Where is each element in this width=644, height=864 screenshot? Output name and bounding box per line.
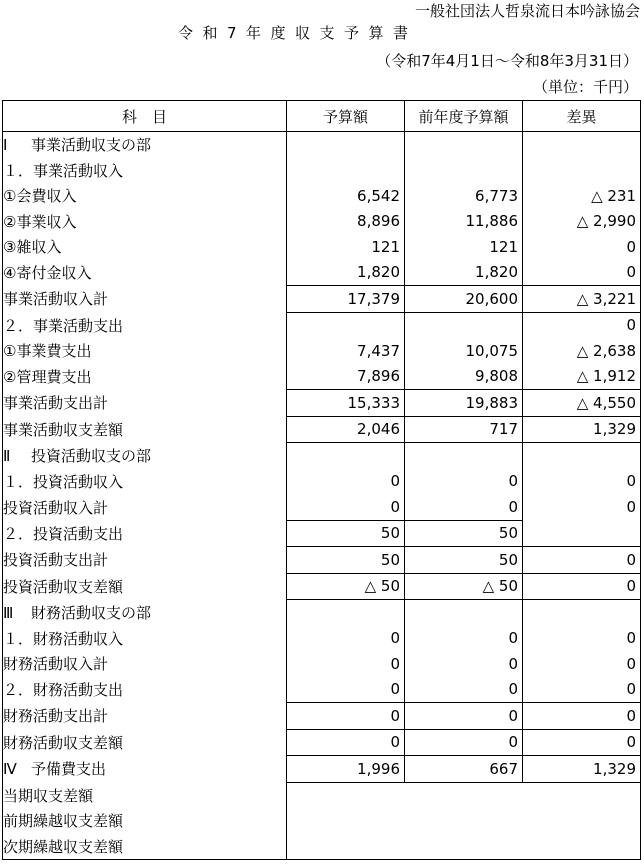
cell-diff: △ 3,221 xyxy=(523,286,641,313)
cell-prev: 50 xyxy=(405,547,523,574)
row-label: 前期繰越収支差額 xyxy=(3,808,287,834)
table-row xyxy=(3,808,641,834)
cell-diff: 0 xyxy=(523,234,641,260)
row-label: ２．財務活動支出 xyxy=(3,677,287,703)
cell-diff: 0 xyxy=(523,260,641,286)
table-row xyxy=(3,443,641,469)
table-row xyxy=(3,782,641,808)
cell-prev: 19,883 xyxy=(405,390,523,417)
cell-budget: 0 xyxy=(287,651,405,677)
row-label: １．投資活動収入 xyxy=(3,469,287,495)
row-label: ２．事業活動支出 xyxy=(3,312,287,338)
cell-prev: 11,886 xyxy=(405,209,523,235)
cell-prev: 6,773 xyxy=(405,183,523,209)
row-label: ③雑収入 xyxy=(3,234,287,260)
table-row xyxy=(3,132,641,158)
cell-budget xyxy=(287,443,405,469)
row-label: Ⅰ 事業活動収支の部 xyxy=(3,132,287,158)
cell-prev xyxy=(405,312,523,338)
row-label: 投資活動支出計 xyxy=(3,547,287,574)
row-label: 次期繰越収支差額 xyxy=(3,834,287,860)
table-row xyxy=(3,626,641,652)
section-numeral: Ⅰ xyxy=(3,136,8,155)
table-row xyxy=(3,677,641,703)
table-row xyxy=(3,729,641,756)
cell-diff: △ 2,638 xyxy=(523,338,641,364)
row-label: Ⅲ 財務活動収支の部 xyxy=(3,600,287,626)
cell-budget: 6,542 xyxy=(287,183,405,209)
row-label: Ⅱ 投資活動収支の部 xyxy=(3,443,287,469)
row-label: 投資活動収支差額 xyxy=(3,573,287,600)
table-row xyxy=(3,390,641,417)
summary-empty-cell xyxy=(287,808,641,834)
unit-label: （単位：千円） xyxy=(532,78,638,96)
section-numeral: Ⅲ xyxy=(3,604,14,622)
cell-budget: 7,896 xyxy=(287,364,405,390)
cell-prev: 9,808 xyxy=(405,364,523,390)
row-label: 事業活動収支差額 xyxy=(3,416,287,443)
cell-prev xyxy=(405,443,523,469)
cell-prev: 0 xyxy=(405,494,523,520)
cell-prev: 20,600 xyxy=(405,286,523,313)
cell-diff xyxy=(523,520,641,547)
cell-budget: 15,333 xyxy=(287,390,405,417)
cell-budget xyxy=(287,132,405,158)
row-label: １．財務活動収入 xyxy=(3,626,287,652)
cell-diff: 0 xyxy=(523,651,641,677)
cell-diff: 0 xyxy=(523,677,641,703)
organization-name: 一般社団法人哲泉流日本吟詠協会 xyxy=(414,2,640,20)
summary-empty-cell xyxy=(287,834,641,860)
table-row xyxy=(3,416,641,443)
cell-budget: 7,437 xyxy=(287,338,405,364)
cell-diff: 1,329 xyxy=(523,416,641,443)
cell-diff: 0 xyxy=(523,469,641,495)
table-row xyxy=(3,756,641,783)
table-row xyxy=(3,209,641,235)
table-row xyxy=(3,234,641,260)
cell-budget: 0 xyxy=(287,677,405,703)
table-row xyxy=(3,703,641,730)
header-budget: 予算額 xyxy=(287,101,405,132)
cell-prev: 717 xyxy=(405,416,523,443)
cell-prev: 0 xyxy=(405,729,523,756)
table-row xyxy=(3,286,641,313)
cell-budget: 2,046 xyxy=(287,416,405,443)
cell-diff: 0 xyxy=(523,547,641,574)
row-label: ①会費収入 xyxy=(3,183,287,209)
section-numeral: Ⅳ xyxy=(3,760,17,779)
cell-prev: 50 xyxy=(405,520,523,547)
row-label: 事業活動収入計 xyxy=(3,286,287,313)
cell-diff: 0 xyxy=(523,494,641,520)
cell-budget: 50 xyxy=(287,547,405,574)
table-row xyxy=(3,158,641,184)
cell-diff xyxy=(523,443,641,469)
table-row xyxy=(3,469,641,495)
cell-diff xyxy=(523,600,641,626)
cell-prev: 1,820 xyxy=(405,260,523,286)
row-label: ②事業収入 xyxy=(3,209,287,235)
row-label: ①事業費支出 xyxy=(3,338,287,364)
table-row xyxy=(3,338,641,364)
cell-diff: △ 231 xyxy=(523,183,641,209)
budget-table xyxy=(2,100,641,860)
header-item: 科 目 xyxy=(3,101,287,132)
row-label: ②管理費支出 xyxy=(3,364,287,390)
table-row xyxy=(3,651,641,677)
cell-prev: △ 50 xyxy=(405,573,523,600)
table-row xyxy=(3,260,641,286)
cell-budget: 0 xyxy=(287,703,405,730)
cell-budget: △ 50 xyxy=(287,573,405,600)
row-label: 財務活動収支差額 xyxy=(3,729,287,756)
table-row xyxy=(3,364,641,390)
table-row xyxy=(3,312,641,338)
row-label: 当期収支差額 xyxy=(3,782,287,808)
cell-prev xyxy=(405,132,523,158)
header-difference: 差異 xyxy=(523,101,641,132)
cell-diff: 0 xyxy=(523,626,641,652)
row-label: ２．投資活動支出 xyxy=(3,520,287,547)
row-label: １．事業活動収入 xyxy=(3,158,287,184)
table-row xyxy=(3,494,641,520)
table-row xyxy=(3,573,641,600)
summary-empty-cell xyxy=(287,782,641,808)
row-label: 事業活動支出計 xyxy=(3,390,287,417)
row-label: Ⅳ 予備費支出 xyxy=(3,756,287,783)
cell-budget: 1,996 xyxy=(287,756,405,783)
row-label: 投資活動収入計 xyxy=(3,494,287,520)
cell-budget: 121 xyxy=(287,234,405,260)
cell-budget: 1,820 xyxy=(287,260,405,286)
cell-budget: 17,379 xyxy=(287,286,405,313)
cell-prev: 0 xyxy=(405,651,523,677)
table-row xyxy=(3,520,641,547)
document-title: 令和7年度収支予算書 xyxy=(178,24,418,42)
table-row xyxy=(3,547,641,574)
row-label: 財務活動収入計 xyxy=(3,651,287,677)
cell-diff: △ 1,912 xyxy=(523,364,641,390)
row-label: 財務活動支出計 xyxy=(3,703,287,730)
fiscal-period: （令和7年4月1日～令和8年3月31日） xyxy=(376,52,638,70)
cell-budget: 8,896 xyxy=(287,209,405,235)
table-row xyxy=(3,600,641,626)
cell-budget xyxy=(287,158,405,184)
cell-diff: 0 xyxy=(523,729,641,756)
cell-budget: 50 xyxy=(287,520,405,547)
cell-budget: 0 xyxy=(287,469,405,495)
cell-budget: 0 xyxy=(287,494,405,520)
cell-diff: 0 xyxy=(523,573,641,600)
header-prev-budget: 前年度予算額 xyxy=(405,101,523,132)
cell-prev: 0 xyxy=(405,703,523,730)
cell-budget xyxy=(287,312,405,338)
cell-diff: 0 xyxy=(523,703,641,730)
cell-budget: 0 xyxy=(287,626,405,652)
table-row xyxy=(3,183,641,209)
cell-diff xyxy=(523,158,641,184)
cell-diff: 0 xyxy=(523,312,641,338)
cell-diff: △ 2,990 xyxy=(523,209,641,235)
table-header-row xyxy=(3,101,641,132)
cell-diff xyxy=(523,132,641,158)
cell-diff: 1,329 xyxy=(523,756,641,783)
cell-budget: 0 xyxy=(287,729,405,756)
cell-prev: 0 xyxy=(405,469,523,495)
cell-prev: 667 xyxy=(405,756,523,783)
section-numeral: Ⅱ xyxy=(3,447,11,465)
cell-prev: 0 xyxy=(405,677,523,703)
row-label: ④寄付金収入 xyxy=(3,260,287,286)
cell-diff: △ 4,550 xyxy=(523,390,641,417)
cell-prev: 121 xyxy=(405,234,523,260)
cell-prev: 10,075 xyxy=(405,338,523,364)
table-row xyxy=(3,834,641,860)
cell-prev xyxy=(405,600,523,626)
cell-prev xyxy=(405,158,523,184)
cell-prev: 0 xyxy=(405,626,523,652)
cell-budget xyxy=(287,600,405,626)
